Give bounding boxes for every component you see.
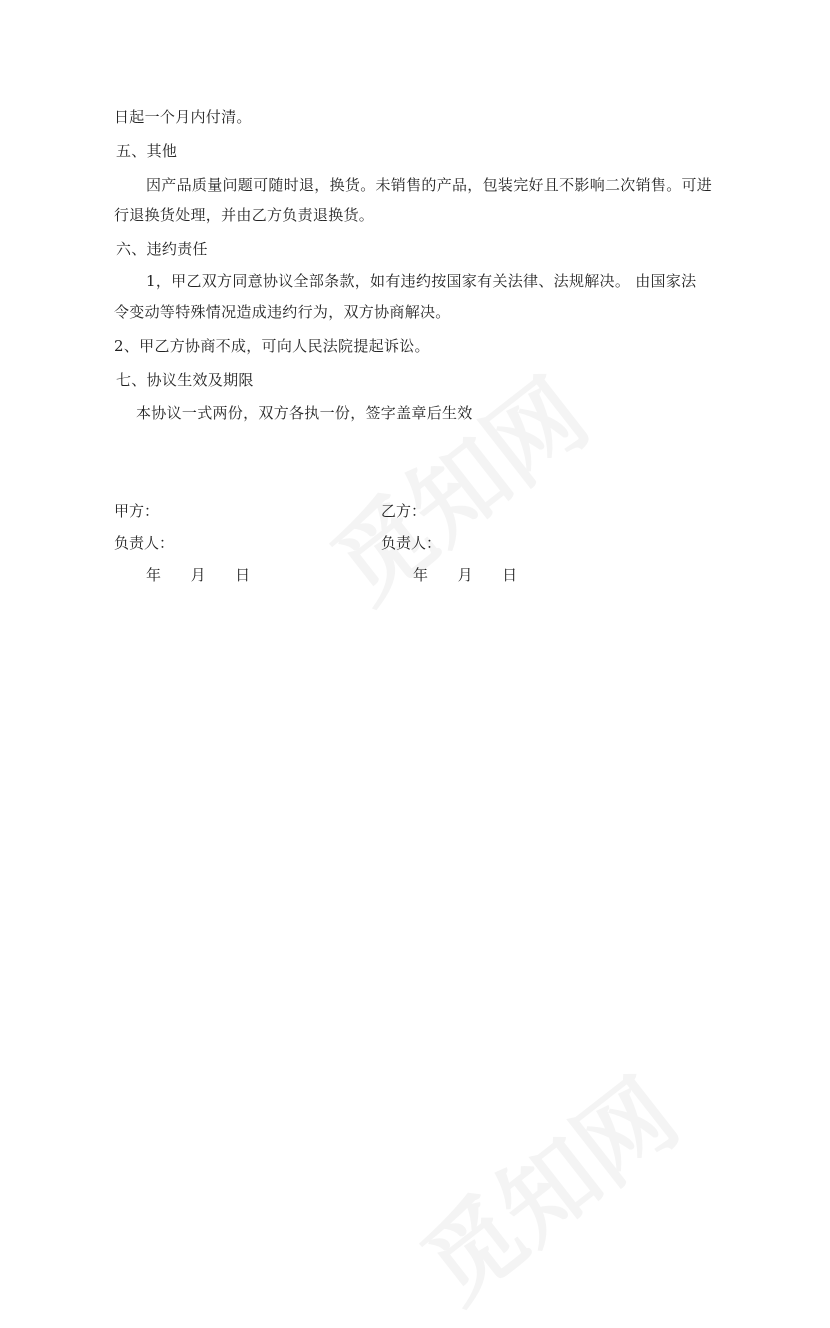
person-b-label: 负责人： [381,534,442,552]
date-b [413,565,517,585]
section-heading-other: 五、其他 [116,142,178,160]
date-b-month: 月 [457,566,473,584]
body-line-1: 日起一个月内付清。 [114,108,252,126]
date-b-day: 日 [502,566,518,584]
body-line-2: 因产品质量问题可随时退，换货。未销售的产品，包装完好且不影响二次销售。可进 [146,176,713,194]
section-heading-liability: 六、违约责任 [116,240,208,258]
watermark [390,1043,701,1328]
date-a-year: 年 [146,566,162,584]
body-line-4: 1，甲乙双方同意协议全部条款，如有违约按国家有关法律、法规解决。 由国家法 [146,272,697,290]
party-b-label: 乙方： [381,502,427,520]
body-line-5: 令变动等特殊情况造成违约行为，双方协商解决。 [114,303,451,321]
date-a [146,565,250,585]
body-line-6: 2、甲乙方协商不成，可向人民法院提起诉讼。 [114,337,430,355]
body-line-7: 本协议一式两份，双方各执一份，签字盖章后生效 [136,404,473,422]
body-line-3: 行退换货处理，并由乙方负责退换货。 [114,206,375,224]
section-heading-validity: 七、协议生效及期限 [116,371,254,389]
date-a-month: 月 [190,566,206,584]
party-a-label: 甲方： [114,502,160,520]
person-a-label: 负责人： [114,534,175,552]
date-b-year: 年 [413,566,429,584]
date-a-day: 日 [235,566,251,584]
